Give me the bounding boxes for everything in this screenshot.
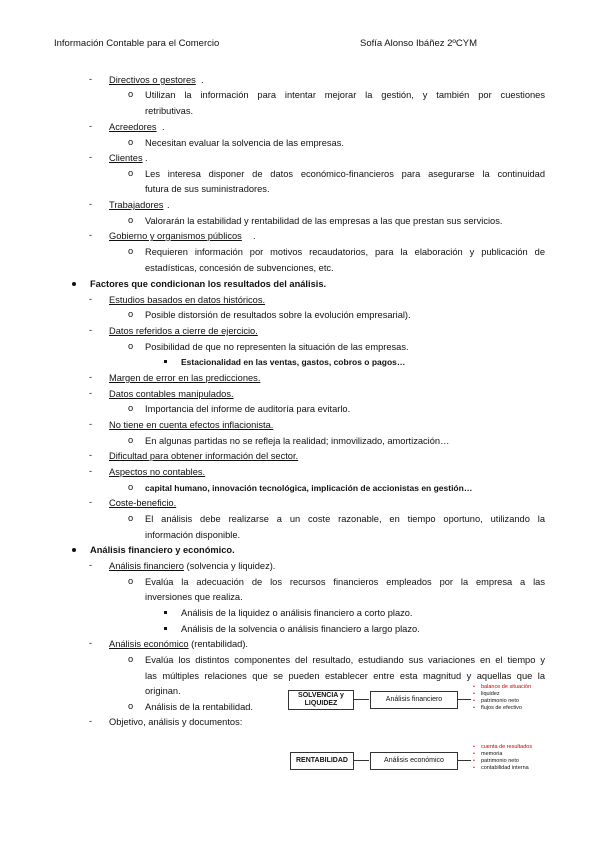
- punct: .: [145, 153, 148, 163]
- connector-line: [457, 760, 471, 761]
- dash-bullet: -: [89, 497, 93, 507]
- user-title: Trabajadores: [109, 200, 164, 210]
- analysis-desc: originan.: [145, 686, 181, 696]
- dash-bullet: -: [89, 716, 93, 726]
- factor-desc: información disponible.: [145, 530, 241, 540]
- dash-bullet: -: [89, 325, 93, 335]
- analysis-subdesc: Análisis de la solvencia o análisis financiero a largo plazo.: [181, 624, 420, 634]
- dash-bullet: -: [89, 638, 93, 648]
- circle-bullet: o: [128, 137, 134, 147]
- factor-title: Datos contables manipulados.: [109, 389, 234, 399]
- doc-item: • memoria: [473, 751, 532, 758]
- circle-bullet: o: [128, 403, 134, 413]
- solvencia-box-line1: SOLVENCIA y: [298, 692, 344, 699]
- circle-bullet: o: [128, 654, 134, 664]
- circle-bullet: o: [128, 341, 134, 351]
- analysis-title-underlined: Análisis económico: [109, 639, 189, 649]
- analysis-title-rest: (rentabilidad).: [188, 639, 249, 649]
- circle-bullet: o: [128, 435, 134, 445]
- user-desc: futura de sus suministradores.: [145, 184, 270, 194]
- dash-bullet: -: [89, 466, 93, 476]
- dash-bullet: -: [89, 230, 93, 240]
- analysis-desc: Evalúa la adecuación de los recursos financieros empleados por la empresa a las: [145, 577, 545, 587]
- user-title: Directivos o gestores: [109, 75, 196, 85]
- factor-title: Datos referidos a cierre de ejercicio.: [109, 326, 258, 336]
- square-bullet: [164, 360, 167, 363]
- economico-box: Análisis económico: [370, 752, 458, 770]
- analysis-title: [109, 560, 275, 572]
- round-bullet: [72, 548, 76, 552]
- factor-desc: Posible distorsión de resultados sobre la evolución empresarial).: [145, 310, 411, 320]
- analysis-desc: Análisis de la rentabilidad.: [145, 702, 254, 712]
- punct: .: [162, 122, 165, 132]
- dash-bullet: -: [89, 450, 93, 460]
- economico-docs-list: [473, 744, 532, 772]
- dash-bullet: -: [89, 388, 93, 398]
- analysis-desc: inversiones que realiza.: [145, 592, 243, 602]
- user-desc: retributivas.: [145, 106, 194, 116]
- rentabilidad-box: RENTABILIDAD: [290, 752, 354, 770]
- factor-desc: Posibilidad de que no representen la situación de las empresas.: [145, 342, 409, 352]
- solvencia-box-line2: LIQUIDEZ: [304, 700, 338, 707]
- dash-bullet: -: [89, 560, 93, 570]
- connector-line: [353, 699, 369, 700]
- section-title: Factores que condicionan los resultados del análisis.: [90, 279, 327, 289]
- circle-bullet: o: [128, 513, 134, 523]
- dash-bullet: -: [89, 121, 93, 131]
- user-title: Clientes: [109, 153, 143, 163]
- user-desc: Utilizan la información para intentar mejorar la gestión, y también por cuestiones: [145, 90, 545, 100]
- financiero-docs-list: [473, 684, 531, 712]
- punct: .: [201, 75, 204, 85]
- circle-bullet: o: [128, 89, 134, 99]
- user-desc: Requieren información por motivos recaudatorios, para la elaboración y publicación de: [145, 247, 545, 257]
- factor-title: Coste-beneficio.: [109, 498, 177, 508]
- round-bullet: [72, 282, 76, 286]
- factor-desc: capital humano, innovación tecnológica, implicación de accionistas en gestión…: [145, 483, 473, 493]
- punct: .: [167, 200, 170, 210]
- analysis-title-rest: (solvencia y liquidez).: [183, 561, 276, 571]
- dash-bullet: -: [89, 74, 93, 84]
- circle-bullet: o: [128, 576, 134, 586]
- doc-item: • cuenta de resultados: [473, 744, 532, 751]
- factor-desc: Importancia del informe de auditoría para evitarlo.: [145, 404, 351, 414]
- factor-title: Estudios basados en datos históricos.: [109, 295, 266, 305]
- user-desc: Necesitan evaluar la solvencia de las empresas.: [145, 138, 344, 148]
- dash-bullet: -: [89, 294, 93, 304]
- section-title: Análisis financiero y económico.: [90, 545, 235, 555]
- doc-item: • contabilidad interna: [473, 765, 532, 772]
- dash-bullet: -: [89, 152, 93, 162]
- header-left: Información Contable para el Comercio: [54, 38, 220, 49]
- circle-bullet: o: [128, 482, 134, 492]
- analysis-title: [109, 638, 248, 650]
- square-bullet: [164, 627, 167, 630]
- analysis-subdesc: Análisis de la liquidez o análisis financiero a corto plazo.: [181, 608, 413, 618]
- objective-title: Objetivo, análisis y documentos:: [109, 717, 243, 727]
- connector-line: [353, 760, 369, 761]
- factor-title: No tiene en cuenta efectos inflacionista.: [109, 420, 274, 430]
- factor-desc: El análisis debe realizarse a un coste razonable, en tiempo oportuno, utilizando la: [145, 514, 545, 524]
- analysis-desc: Evalúa los distintos componentes del resultado, estudiando sus variaciones en el tiempo y: [145, 655, 545, 665]
- factor-title: Aspectos no contables.: [109, 467, 206, 477]
- dash-bullet: -: [89, 372, 93, 382]
- doc-item: • flujos de efectivo: [473, 705, 531, 712]
- dash-bullet: -: [89, 419, 93, 429]
- solvencia-box: [288, 690, 354, 710]
- doc-item: • patrimonio neto: [473, 758, 532, 765]
- analysis-title-underlined: Análisis financiero: [109, 561, 184, 571]
- doc-item: • patrimonio neto: [473, 698, 531, 705]
- circle-bullet: o: [128, 246, 134, 256]
- user-desc: estadísticas, concesión de subvenciones, etc.: [145, 263, 334, 273]
- circle-bullet: o: [128, 701, 134, 711]
- factor-title: Margen de error en las predicciones.: [109, 373, 261, 383]
- circle-bullet: o: [128, 168, 134, 178]
- analysis-desc: las múltiples relaciones que se pueden establecer entre esta magnitud y aquellas que la: [145, 671, 545, 681]
- user-title: Acreedores: [109, 122, 157, 132]
- user-desc: Les interesa disponer de datos económico-financieros para asegurarse la continuidad: [145, 169, 545, 179]
- doc-item: • balance de situación: [473, 684, 531, 691]
- financiero-box: Análisis financiero: [370, 691, 458, 709]
- dash-bullet: -: [89, 199, 93, 209]
- punct: .: [253, 231, 256, 241]
- factor-subdesc: Estacionalidad en las ventas, gastos, cobros o pagos…: [181, 357, 406, 367]
- header-right: Sofía Alonso Ibáñez 2ºCYM: [360, 38, 478, 49]
- circle-bullet: o: [128, 309, 134, 319]
- factor-desc: En algunas partidas no se refleja la realidad; inmovilizado, amortización…: [145, 436, 450, 446]
- circle-bullet: o: [128, 215, 134, 225]
- connector-line: [457, 699, 471, 700]
- user-desc: Valorarán la estabilidad y rentabilidad de las empresas a las que prestan sus servicios.: [145, 216, 503, 226]
- square-bullet: [164, 611, 167, 614]
- user-title: Gobierno y organismos públicos: [109, 231, 242, 241]
- factor-title: Dificultad para obtener información del sector.: [109, 451, 299, 461]
- doc-item: • liquidez: [473, 691, 531, 698]
